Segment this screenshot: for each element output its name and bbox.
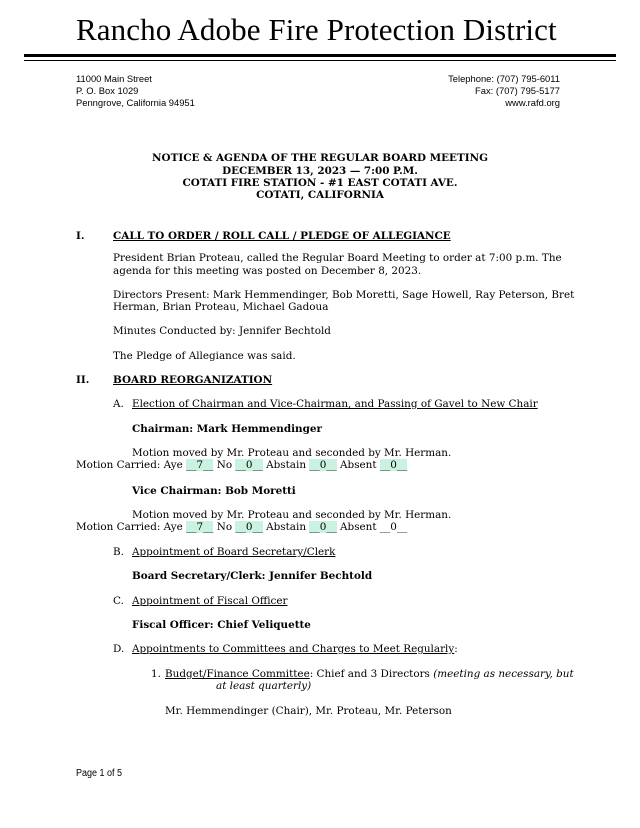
budget-finance-note-2: at least quarterly) [216, 680, 312, 692]
section-2-heading: BOARD REORGANIZATION [113, 374, 273, 386]
item-a-letter: A. [113, 398, 124, 410]
budget-finance-note-1: (meeting as necessary, but [433, 668, 574, 680]
chairman-motion: Motion moved by Mr. Proteau and seconded by Mr. Herman. [132, 447, 452, 459]
fax: Fax: (707) 795-5177 [475, 85, 560, 96]
chairman-value: Chairman: Mark Hemmendinger [132, 423, 322, 435]
address-street: 11000 Main Street [76, 73, 152, 84]
vote-absent-label: Absent [336, 459, 380, 471]
item-c-title: Appointment of Fiscal Officer [132, 595, 288, 607]
sub-item-1-number: 1. [151, 668, 161, 680]
vote-absent-count: __0__ [379, 459, 408, 471]
section-1-number: I. [76, 230, 85, 242]
header-divider-thin [24, 60, 616, 61]
vote-aye-count: __7__ [186, 459, 214, 471]
vote-aye-count: __7__ [186, 521, 214, 533]
fiscal-officer-value: Fiscal Officer: Chief Veliquette [132, 619, 311, 631]
notice-line-4: COTATI, CALIFORNIA [256, 189, 384, 201]
vote-no-count: __0__ [235, 521, 263, 533]
item-d-title-line [132, 643, 458, 655]
vice-chairman-value: Vice Chairman: Bob Moretti [132, 485, 296, 497]
vote-absent-label: Absent [336, 521, 380, 533]
vote-no-label: No [213, 459, 236, 471]
vote-abstain-count: __0__ [309, 459, 337, 471]
minutes-conducted-by: Minutes Conducted by: Jennifer Bechtold [113, 325, 331, 337]
header-divider-thick [24, 54, 616, 57]
address-city: Penngrove, California 94951 [76, 97, 195, 108]
vote-absent-count: __0__ [379, 521, 408, 533]
section-1-heading: CALL TO ORDER / ROLL CALL / PLEDGE OF ALLEGIANCE [113, 230, 451, 242]
telephone: Telephone: (707) 795-6011 [448, 73, 560, 84]
pledge-statement: The Pledge of Allegiance was said. [113, 350, 296, 362]
vote-no-count: __0__ [235, 459, 263, 471]
notice-line-1: NOTICE & AGENDA OF THE REGULAR BOARD MEETING [152, 152, 488, 164]
vote-prefix: Motion Carried: Aye [76, 521, 187, 533]
section-2-number: II. [76, 374, 90, 386]
item-d-letter: D. [113, 643, 125, 655]
item-d-title: Appointments to Committees and Charges to Meet Regularly [132, 643, 455, 655]
section-1-para-1-line-1: President Brian Proteau, called the Regular Board Meeting to order at 7:00 p.m. The [113, 252, 562, 264]
item-d-title-suffix: : [454, 643, 458, 655]
directors-present-line-1: Directors Present: Mark Hemmendinger, Bob Moretti, Sage Howell, Ray Peterson, Bret [113, 289, 575, 301]
board-secretary-value: Board Secretary/Clerk: Jennifer Bechtold [132, 570, 373, 582]
vote-abstain-label: Abstain [262, 521, 310, 533]
vice-chairman-motion: Motion moved by Mr. Proteau and seconded by Mr. Herman. [132, 509, 452, 521]
notice-line-3: COTATI FIRE STATION - #1 EAST COTATI AVE. [182, 177, 458, 189]
sub-item-1-line-1 [165, 668, 574, 680]
item-b-letter: B. [113, 546, 124, 558]
website: www.rafd.org [505, 97, 560, 108]
address-po-box: P. O. Box 1029 [76, 85, 139, 96]
vice-chairman-vote-line [76, 521, 407, 533]
notice-line-2: DECEMBER 13, 2023 — 7:00 P.M. [222, 165, 418, 177]
item-c-letter: C. [113, 595, 124, 607]
vote-abstain-label: Abstain [262, 459, 310, 471]
budget-finance-members: Mr. Hemmendinger (Chair), Mr. Proteau, Mr. Peterson [165, 705, 452, 717]
budget-finance-committee-name: Budget/Finance Committee [165, 668, 310, 680]
chairman-vote-line [76, 459, 407, 471]
item-a-title: Election of Chairman and Vice-Chairman, and Passing of Gavel to New Chair [132, 398, 538, 410]
directors-present-line-2: Herman, Brian Proteau, Michael Gadoua [113, 301, 329, 313]
vote-prefix: Motion Carried: Aye [76, 459, 187, 471]
page-number: Page 1 of 5 [76, 768, 123, 779]
vote-abstain-count: __0__ [309, 521, 337, 533]
item-b-title: Appointment of Board Secretary/Clerk [132, 546, 336, 558]
vote-no-label: No [213, 521, 236, 533]
section-1-para-1-line-2: agenda for this meeting was posted on December 8, 2023. [113, 265, 422, 277]
org-title: Rancho Adobe Fire Protection District [76, 12, 557, 47]
budget-finance-committee-desc: : Chief and 3 Directors [309, 668, 434, 680]
